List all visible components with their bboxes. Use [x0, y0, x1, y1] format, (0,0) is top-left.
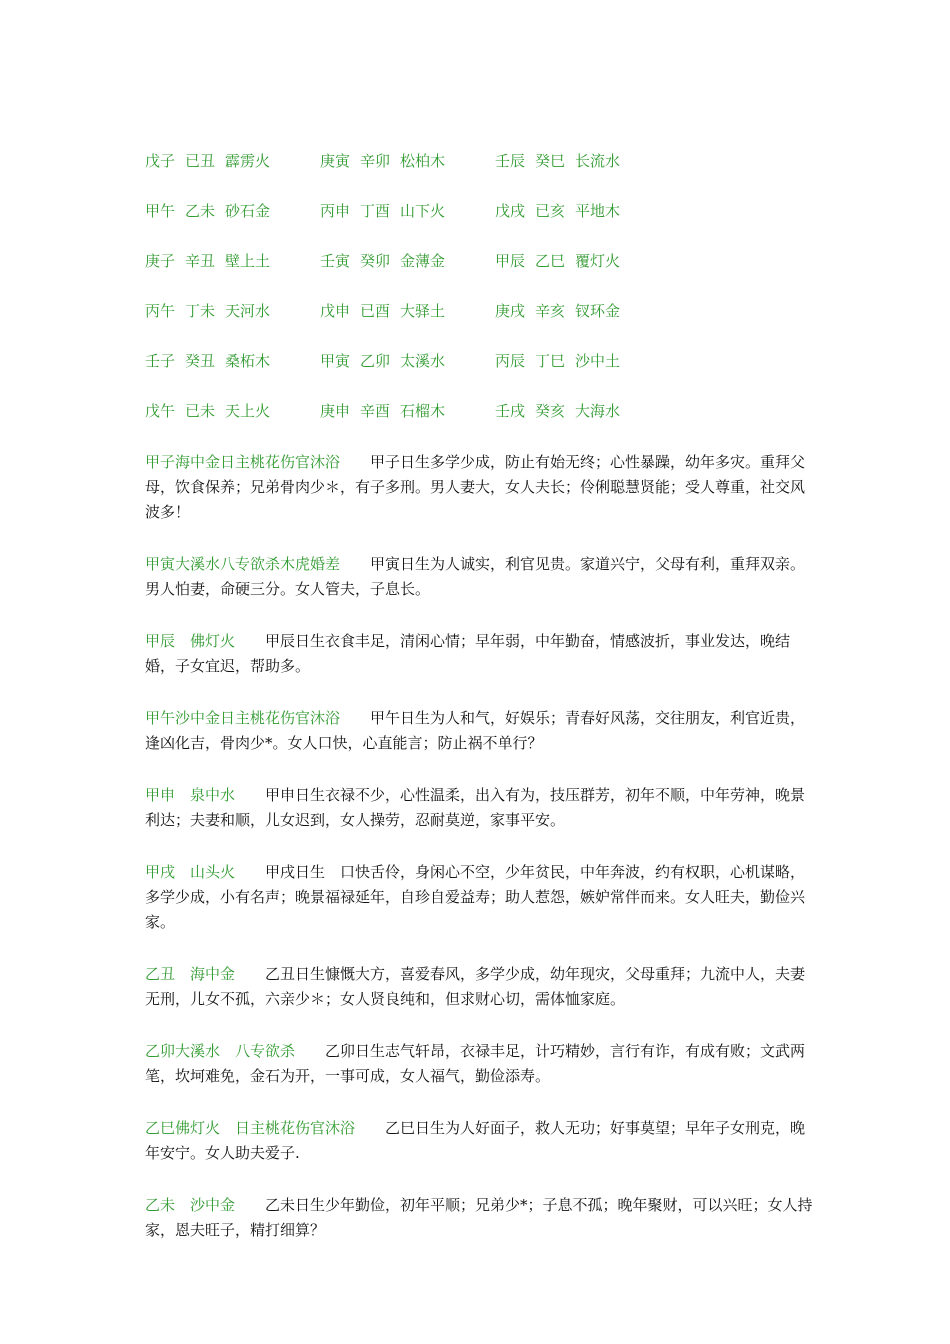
nayin-cell: [320, 200, 445, 222]
nayin-element: 霹雳火: [225, 152, 271, 170]
entry-text: 乙巳日生为人好面子，救人无功；好事莫望；早年子女刑克，晚年安宁。女人助夫爱子.: [145, 1119, 806, 1162]
ganzhi-pair: 甲午: [145, 202, 176, 220]
ganzhi-pair: 癸丑: [185, 352, 216, 370]
entry-heading: 乙巳佛灯火 日主桃花伤官沐浴: [145, 1119, 356, 1137]
entry-text: 乙未日生少年勤俭，初年平顺；兄弟少*；子息不孤；晚年聚财，可以兴旺；女人持家，恩夫旺子，精打细算？: [145, 1196, 813, 1239]
nayin-element: 覆灯火: [575, 252, 621, 270]
ganzhi-pair: 壬辰: [495, 152, 526, 170]
nayin-cell: [495, 300, 620, 322]
nayin-cell: [145, 300, 270, 322]
nayin-element: 平地木: [575, 202, 621, 220]
entry-heading: 甲子海中金日主桃花伤官沐浴: [145, 453, 341, 471]
entry-text: 乙卯日生志气轩昂，衣禄丰足，计巧精妙，言行有诈，有成有败；文武两笔，坎坷难免，金石为开，一事可成，女人福气，勤俭添寿。: [145, 1042, 806, 1085]
entry-heading: 甲申 泉中水: [145, 786, 236, 804]
ganzhi-pair: 癸亥: [535, 402, 566, 420]
nayin-cell: [495, 400, 620, 422]
entry-paragraph: [145, 629, 813, 679]
nayin-cell: [145, 150, 270, 172]
ganzhi-pair: 癸卯: [360, 252, 391, 270]
ganzhi-pair: 庚戌: [495, 302, 526, 320]
ganzhi-pair: 丙午: [145, 302, 176, 320]
nayin-element: 钗环金: [575, 302, 621, 320]
entry-paragraph: [145, 962, 813, 1012]
ganzhi-pair: 乙未: [185, 202, 216, 220]
nayin-element: 大驿土: [400, 302, 446, 320]
ganzhi-pair: 癸巳: [535, 152, 566, 170]
nayin-cell: [145, 200, 270, 222]
entry-paragraph: [145, 1193, 813, 1243]
nayin-cell: [320, 150, 445, 172]
nayin-element: 金薄金: [400, 252, 446, 270]
nayin-cell: [495, 250, 620, 272]
entry-heading: 甲辰 佛灯火: [145, 632, 236, 650]
entry-paragraph: [145, 706, 813, 756]
nayin-cell: [320, 400, 445, 422]
entry-heading: 乙丑 海中金: [145, 965, 236, 983]
entry-heading: 甲午沙中金日主桃花伤官沐浴: [145, 709, 341, 727]
entry-paragraph: [145, 552, 813, 602]
ganzhi-pair: 壬寅: [320, 252, 351, 270]
ganzhi-pair: 辛酉: [360, 402, 391, 420]
entry-heading: 甲戌 山头火: [145, 863, 236, 881]
ganzhi-pair: 丙申: [320, 202, 351, 220]
nayin-element: 沙中土: [575, 352, 621, 370]
ganzhi-pair: 戊申: [320, 302, 351, 320]
nayin-element: 天河水: [225, 302, 271, 320]
nayin-element: 大海水: [575, 402, 621, 420]
ganzhi-pair: 丙辰: [495, 352, 526, 370]
nayin-cell: [495, 350, 620, 372]
nayin-cell: [320, 300, 445, 322]
ganzhi-pair: 戊子: [145, 152, 176, 170]
ganzhi-pair: 丁巳: [535, 352, 566, 370]
nayin-element: 天上火: [225, 402, 271, 420]
entry-heading: 乙未 沙中金: [145, 1196, 236, 1214]
nayin-element: 桑柘木: [225, 352, 271, 370]
entry-paragraph: [145, 450, 813, 525]
ganzhi-pair: 丁酉: [360, 202, 391, 220]
day-pillar-entries: [145, 450, 813, 1270]
nayin-element: 松柏木: [400, 152, 446, 170]
ganzhi-pair: 乙巳: [535, 252, 566, 270]
ganzhi-pair: 辛卯: [360, 152, 391, 170]
nayin-cell: [145, 400, 270, 422]
nayin-cell: [145, 350, 270, 372]
entry-paragraph: [145, 860, 813, 935]
ganzhi-pair: 辛丑: [185, 252, 216, 270]
ganzhi-pair: 甲辰: [495, 252, 526, 270]
ganzhi-pair: 戊戌: [495, 202, 526, 220]
entry-paragraph: [145, 1116, 813, 1166]
ganzhi-pair: 甲寅: [320, 352, 351, 370]
ganzhi-pair: 辛亥: [535, 302, 566, 320]
ganzhi-pair: 庚寅: [320, 152, 351, 170]
nayin-cell: [495, 200, 620, 222]
entry-text: 甲子日生多学少成，防止有始无终；心性暴躁，幼年多灾。重拜父母，饮食保养；兄弟骨肉少＊，有子多刑。男人妻大，女人夫长；伶俐聪慧贤能；受人尊重，社交风波多！: [145, 453, 806, 521]
ganzhi-pair: 庚申: [320, 402, 351, 420]
entry-text: 乙丑日生慷慨大方，喜爱春风，多学少成，幼年现灾，父母重拜；九流中人，夫妻无刑，儿女不孤，六亲少＊；女人贤良纯和，但求财心切，需体恤家庭。: [145, 965, 806, 1008]
entry-text: 甲戌日生 口快舌伶，身闲心不空，少年贫民，中年奔波，约有权职，心机谋略，多学少成，小有名声；晚景福禄延年，自珍自爱益寿；助人惹怨，嫉妒常伴而来。女人旺夫，勤俭兴家。: [145, 863, 806, 931]
entry-text: 甲寅日生为人诚实，利官见贵。家道兴宁，父母有利，重拜双亲。男人怕妻，命硬三分。女人管夫，子息长。: [145, 555, 806, 598]
ganzhi-pair: 已亥: [535, 202, 566, 220]
ganzhi-pair: 乙卯: [360, 352, 391, 370]
nayin-element: 长流水: [575, 152, 621, 170]
nayin-element: 砂石金: [225, 202, 271, 220]
ganzhi-pair: 已丑: [185, 152, 216, 170]
ganzhi-pair: 庚子: [145, 252, 176, 270]
ganzhi-pair: 已酉: [360, 302, 391, 320]
nayin-cell: [145, 250, 270, 272]
nayin-element: 石榴木: [400, 402, 446, 420]
ganzhi-pair: 壬戌: [495, 402, 526, 420]
ganzhi-pair: 戊午: [145, 402, 176, 420]
ganzhi-pair: 壬子: [145, 352, 176, 370]
entry-heading: 乙卯大溪水 八专欲杀: [145, 1042, 296, 1060]
nayin-element: 山下火: [400, 202, 446, 220]
entry-paragraph: [145, 1039, 813, 1089]
entry-heading: 甲寅大溪水八专欲杀木虎婚差: [145, 555, 341, 573]
entry-text: 甲辰日生衣食丰足，清闲心情；早年弱，中年勤奋，情感波折，事业发达，晚结婚，子女宜迟，帮助多。: [145, 632, 791, 675]
ganzhi-pair: 已未: [185, 402, 216, 420]
nayin-cell: [320, 350, 445, 372]
entry-paragraph: [145, 783, 813, 833]
entry-text: 甲午日生为人和气，好娱乐；青春好风荡，交往朋友，利官近贵，逢凶化吉，骨肉少*。女人口快，心直能言；防止祸不单行？: [145, 709, 806, 752]
entry-text: 甲申日生衣禄不少，心性温柔，出入有为，技压群芳，初年不顺，中年劳神，晚景利达；夫妻和顺，儿女迟到，女人操劳，忍耐莫逆，家事平安。: [145, 786, 806, 829]
nayin-element: 壁上土: [225, 252, 271, 270]
ganzhi-pair: 丁未: [185, 302, 216, 320]
nayin-element: 太溪水: [400, 352, 446, 370]
nayin-cell: [320, 250, 445, 272]
nayin-cell: [495, 150, 620, 172]
